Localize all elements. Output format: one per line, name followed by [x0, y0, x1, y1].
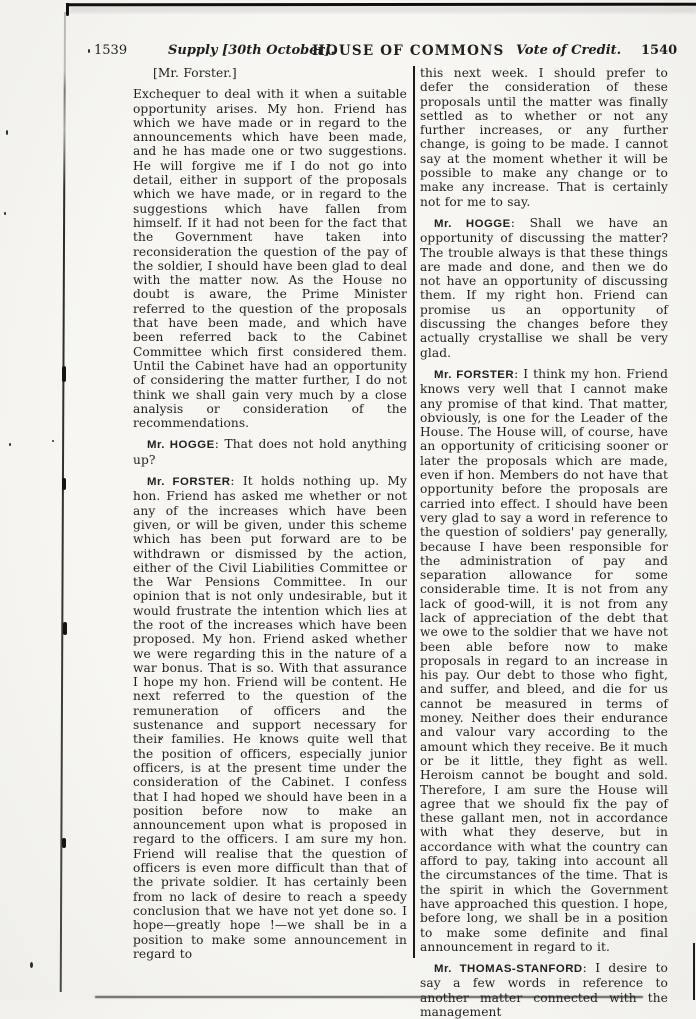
scan-speck	[9, 443, 11, 446]
scan-speck	[30, 962, 33, 968]
paragraph-text: Exchequer to deal with it when a suitable opportunity arises. My hon. Friend has which we have made or in regard to the announcements which have been made, and he has made one or two suggestions. He will forgive me if I do not go into detail, either in support of the proposals which we have made, or in regard to the suggestions which have fallen from himself. If it had not been for the fact that the Government have taken into reconsideration the question of the pay of the soldier, I should have been glad to deal with the matter now. As the House no doubt is aware, the Prime Minister referred to the question of the proposals that have been made, and which have been referred back to the Cabinet Committee which first considered them. Until the Cabinet have had an opportunity of considering the matter further, I do not think we shall gain very much by a close analysis or consideration of the recommendations.	[133, 87, 407, 431]
scan-speck	[6, 130, 8, 135]
paragraph-text: : That does not hold anything up?	[133, 437, 407, 467]
paragraph	[420, 367, 668, 954]
speaker-name: Mr. THOMAS-STANFORD	[434, 963, 583, 976]
speaker-name: Mr. HOGGE	[434, 217, 511, 230]
scan-corner-mark	[66, 3, 69, 16]
scan-right-edge-line	[693, 943, 695, 1000]
column-divider-rule	[413, 66, 415, 958]
page-title: HOUSE OF COMMONS	[312, 43, 505, 59]
paragraph	[420, 961, 668, 1019]
scan-speck	[88, 49, 90, 53]
paragraph	[133, 437, 407, 467]
scan-ink-blob	[63, 622, 67, 635]
scan-top-fuzz	[70, 6, 696, 13]
right-column	[420, 66, 668, 1019]
scan-ink-blob	[62, 838, 66, 848]
scan-speck	[52, 440, 54, 442]
running-title-right: Vote of Credit.	[516, 43, 622, 58]
running-title-left: Supply [30th October].	[168, 43, 336, 58]
page-number-right: 1540	[641, 43, 678, 58]
paragraph	[133, 87, 407, 430]
paragraph-text: : It holds nothing up. My hon. Friend has asked me whether or not any of the increases which have been given, or will be given, under this scheme which has been put forward are to be withdrawn or dismissed by the action, either of the Civil Liabilities Committee or the War Pensions Committee. In our opinion that is not only undesirable, but it would frustrate the intention which lies at the root of the increases which have been proposed. My hon. Friend asked whether we were regarding this in the nature of a war bonus. That is so. With that assurance I hope my hon. Friend will be content. He next referred to the question of the remuneration of officers and the sustenance and support necessary for their families. He knows quite well that the position of officers, especially junior officers, is at the present time under the consideration of the Cabinet. I confess that I had hoped we should have been in a position before now to make an announcement upon what is proposed in regard to the officers. I am sure my hon. Friend will realise that the question of officers is even more difficult than that of the private soldier. It has certainly been from no lack of desire to reach a speedy conclusion that we have not yet done so. I hope—greatly hope !—we shall be in a position to make some announcement in regard to	[133, 474, 407, 961]
paragraph	[420, 66, 668, 209]
speaker-name: Mr. FORSTER	[434, 368, 515, 381]
paragraph	[420, 216, 668, 360]
paragraph-text: : I desire to say a few words in reference to another matter connected with the management	[420, 961, 668, 1019]
paragraph-text: : Shall we have an opportunity of discussing the matter? The trouble always is that these things are made and done, and then we do not have an opportunity of discussing them. If my right hon. Friend can promise us an opportunity of discussing the changes before they actually crystallise we shall be very glad.	[420, 215, 668, 360]
paragraph	[133, 474, 407, 961]
speaker-attribution: [Mr. Forster.]	[153, 66, 237, 80]
speaker-name: Mr. FORSTER	[147, 476, 231, 489]
paragraph-text: this next week. I should prefer to defer the consideration of these proposals until the matter was finally settled as to whether or not any further increases, or any further change, is going to be made. I cannot say at the moment whether it will be possible to make any change or to make any increase. That is certainly not for me to say.	[420, 66, 668, 209]
left-column	[133, 66, 407, 960]
paragraph-text: : I think my hon. Friend knows very well that I cannot make any promise of that kind. That matter, obviously, is one for the Leader of the House. The House will, of course, have an opportunity of criticising sooner or later the proposals which are made, even if hon. Members do not have that opportunity before the proposals are carried into effect. I should have been very glad to say a word in reference to the question of soldiers' pay generally, because I have been responsible for the administration of pay and separation allowance for some considerable time. It is not from any lack of good-will, it is not from any lack of appreciation of the debt that we owe to the soldier that we have not been able before now to make proposals in regard to an increase in his pay. Our debt to those who fight, and suffer, and bleed, and die for us cannot be measured in terms of money. Neither does their endurance and valour vary according to the amount which they receive. Be it much or be it little, they fight as well. Heroism cannot be bought and sold. Therefore, I am sure the House will agree that we should fix the pay of these gallant men, not in accordance with what they deserve, but in accordance with what the country can afford to pay, taking into account all the circumstances of the time. That is the spirit in which the Government have approached this question. I hope, before long, we shall be in a position to make some definite and final announcement in regard to it.	[420, 366, 668, 954]
speaker-name: Mr. HOGGE	[147, 439, 215, 452]
scan-ink-blob	[62, 478, 66, 490]
scan-ink-blob	[62, 366, 66, 382]
scan-speck	[4, 212, 6, 215]
page-number-left: 1539	[94, 43, 128, 58]
